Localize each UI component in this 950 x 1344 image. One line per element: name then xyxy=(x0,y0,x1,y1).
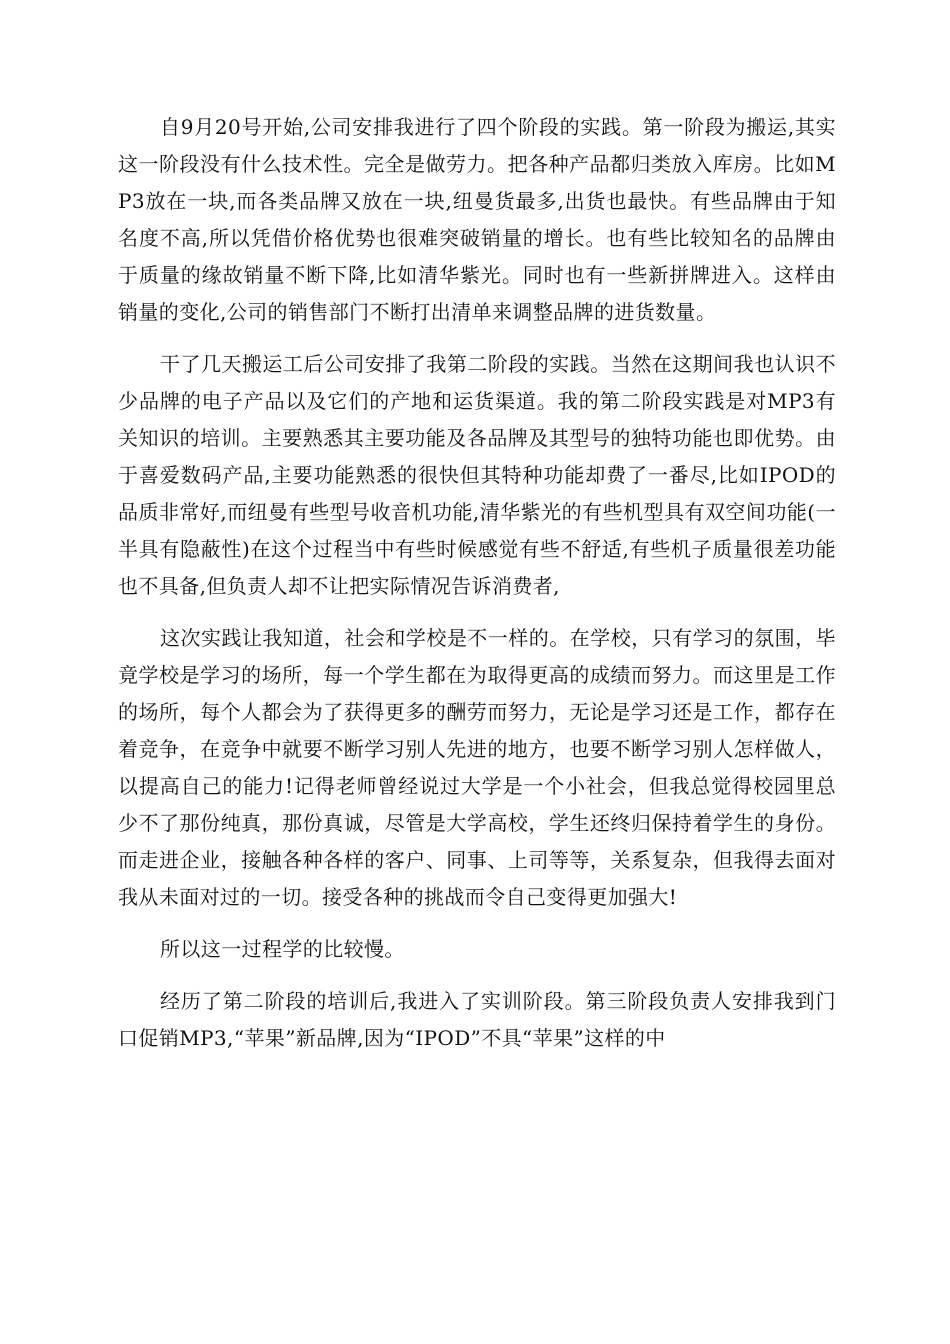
paragraph-2: 干了几天搬运工后公司安排了我第二阶段的实践。当然在这期间我也认识不少品牌的电子产品以及它们的产地和运货渠道。我的第二阶段实践是对MP3有关知识的培训。主要熟悉其主要功能及各品牌及其型号的独特功能也即优势。由于喜爱数码产品,主要功能熟悉的很快但其特种功能却费了一番尽,比如IPOD的品质非常好,而纽曼有些型号收音机功能,清华紫光的有些机型具有双空间功能(一半具有隐蔽性)在这个过程当中有些时候感觉有些不舒适,有些机子质量很差功能也不具备,但负责人却不让把实际情况告诉消费者, xyxy=(118,352,836,598)
paragraph-1: 自9月20号开始,公司安排我进行了四个阶段的实践。第一阶段为搬运,其实这一阶段没有什么技术性。完全是做劳力。把各种产品都归类放入库房。比如MP3放在一块,而各类品牌又放在一块,纽曼货最多,出货也最快。有些品牌由于知名度不高,所以凭借价格优势也很难突破销量的增长。也有些比较知名的品牌由于质量的缘故销量不断下降,比如清华紫光。同时也有一些新拼牌进入。这样由销量的变化,公司的销售部门不断打出清单来调整品牌的进货数量。 xyxy=(118,115,836,324)
paragraph-4: 所以这一过程学的比较慢。 xyxy=(160,937,405,961)
paragraph-3: 这次实践让我知道，社会和学校是不一样的。在学校，只有学习的氛围，毕竟学校是学习的场所，每一个学生都在为取得更高的成绩而努力。而这里是工作的场所，每个人都会为了获得更多的酬劳而努力，无论是学习还是工作，都存在着竞争，在竞争中就要不断学习别人先进的地方，也要不断学习别人怎样做人，以提高自己的能力!记得老师曾经说过大学是一个小社会，但我总觉得校园里总少不了那份纯真，那份真诚，尽管是大学高校，学生还终归保持着学生的身份。而走进企业，接触各种各样的客户、同事、上司等等，关系复杂，但我得去面对我从未面对过的一切。接受各种的挑战而令自己变得更加强大! xyxy=(118,626,836,909)
paragraph-5: 经历了第二阶段的培训后,我进入了实训阶段。第三阶段负责人安排我到门口促销MP3,“苹果”新品牌,因为“IPOD”不具“苹果”这样的中 xyxy=(118,989,836,1050)
document-body xyxy=(118,109,836,1072)
